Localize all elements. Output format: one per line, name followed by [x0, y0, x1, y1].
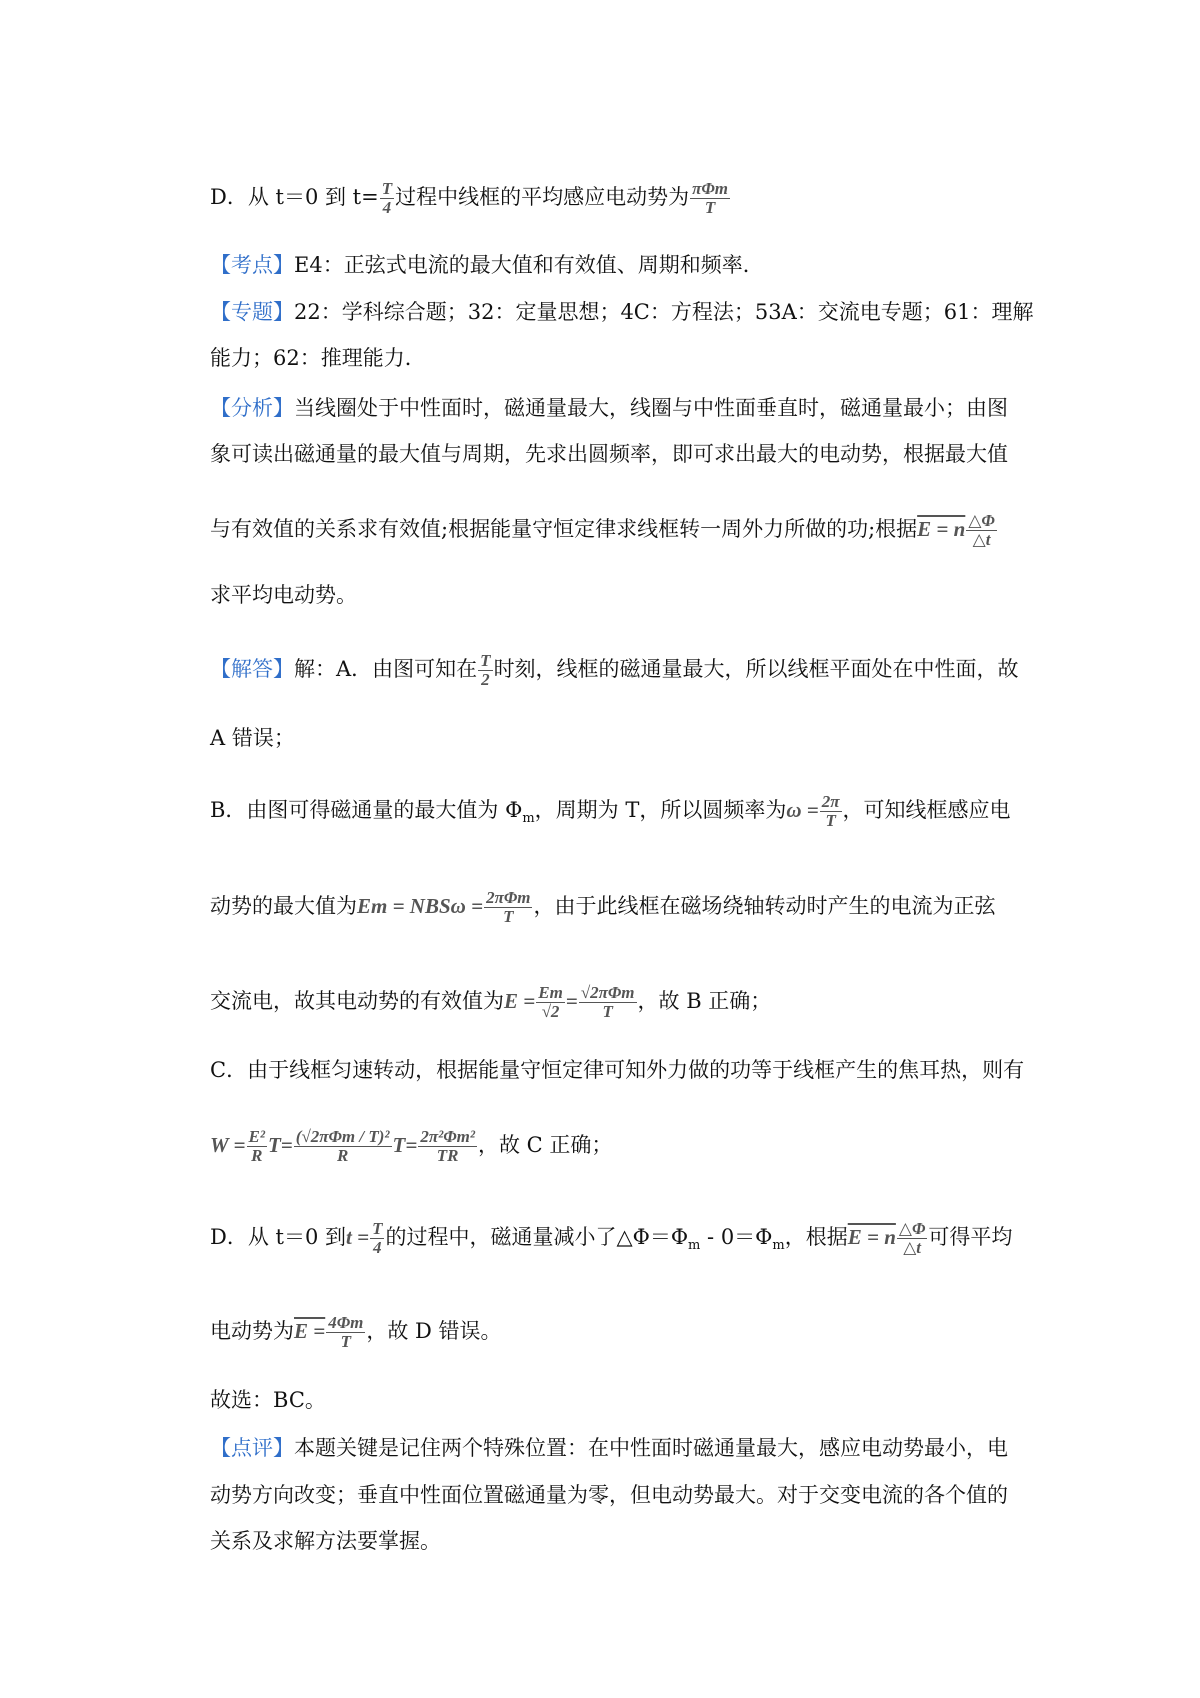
dianping-line-1: 【点评】本题关键是记住两个特殊位置：在中性面时磁通量最大，感应电动势最小，电	[210, 1436, 1008, 1460]
dianping-line-3: 关系及求解方法要掌握。	[210, 1529, 441, 1553]
fenxi-line-2: 象可读出磁通量的最大值与周期，先求出圆频率，即可求出最大的电动势，根据最大值	[210, 442, 1008, 466]
dianping-line-2: 动势方向改变；垂直中性面位置磁通量为零，但电动势最大。对于交变电流的各个值的	[210, 1483, 1008, 1507]
jieda-line-c1: C．由于线框匀速转动，根据能量守恒定律可知外力做的功等于线框产生的焦耳热，则有	[210, 1058, 1025, 1082]
kaodian-line: 【考点】E4：正弦式电流的最大值和有效值、周期和频率．	[210, 253, 764, 277]
fenxi-line-4: 求平均电动势。	[210, 583, 357, 607]
kaodian-tag: 【考点】	[210, 253, 294, 277]
jieda-line-a2: A 错误；	[210, 726, 295, 750]
jieda-line-d2: 电动势为E = $\frac{4\Phi m}{T}$ ，故 D 错误。	[210, 1313, 502, 1351]
dianping-tag: 【点评】	[210, 1436, 294, 1460]
jieda-line-a: 【解答】解：A．由图可知在 $\frac{T}{2}$ 时刻，线框的磁通量最大，所以线框平面处在中性面，故	[210, 651, 1019, 689]
fenxi-tag: 【分析】	[210, 396, 294, 420]
zhuanti-line-1: 【专题】22：学科综合题；32：定量思想；4C：方程法；53A：交流电专题；61：理解	[210, 300, 1034, 324]
fenxi-line-3: 与有效值的关系求有效值;根据能量守恒定律求线框转一周外力所做的功;根据E = n $\frac{\triangle\Phi}{\triangle t}$	[210, 511, 995, 549]
jieda-line-b3: 交流电，故其电动势的有效值为E = $\frac{Em}{√2}$ = √2πΦm T ，故 B 正确；	[210, 983, 772, 1021]
zhuanti-line-2: 能力；62：推理能力．	[210, 346, 426, 370]
jieda-line-c2: W = $\frac{\text{E²}}{R}$ T= (√2πΦm / T)² R T= $\frac{\text{2π²Φm²}}{TR}$ ，故 C 正确；	[210, 1127, 613, 1165]
jieda-line-d1: D．从 t＝0 到t = $\frac{T}{4}$ 的过程中，磁通量减小了$\triangle\Phi=\Phi_m - 0=\Phi_m$，根据E = n $\frac{\triangle\Phi}{\triangle t}$ 可得平均	[210, 1219, 1013, 1257]
jieda-line-b1: B．由图可得磁通量的最大值为 $\Phi_m$，周期为 T，所以圆频率为ω = $\frac{2\pi}{T}$ ，可知线框感应电	[210, 792, 1011, 830]
answer-line: 故选：BC。	[210, 1388, 326, 1412]
jieda-tag: 【解答】	[210, 656, 294, 681]
option-d-question: D．从 t＝0 到 t= $\frac{T}{4}$ 过程中线框的平均感应电动势为 πΦm T	[210, 179, 729, 217]
jieda-line-b2: 动势的最大值为Em = NBSω = 2πΦm T ，由于此线框在磁场绕轴转动时产生的电流为正弦	[210, 888, 996, 926]
fenxi-line-1: 【分析】当线圈处于中性面时，磁通量最大，线圈与中性面垂直时，磁通量最小；由图	[210, 396, 1008, 420]
zhuanti-tag: 【专题】	[210, 300, 294, 324]
